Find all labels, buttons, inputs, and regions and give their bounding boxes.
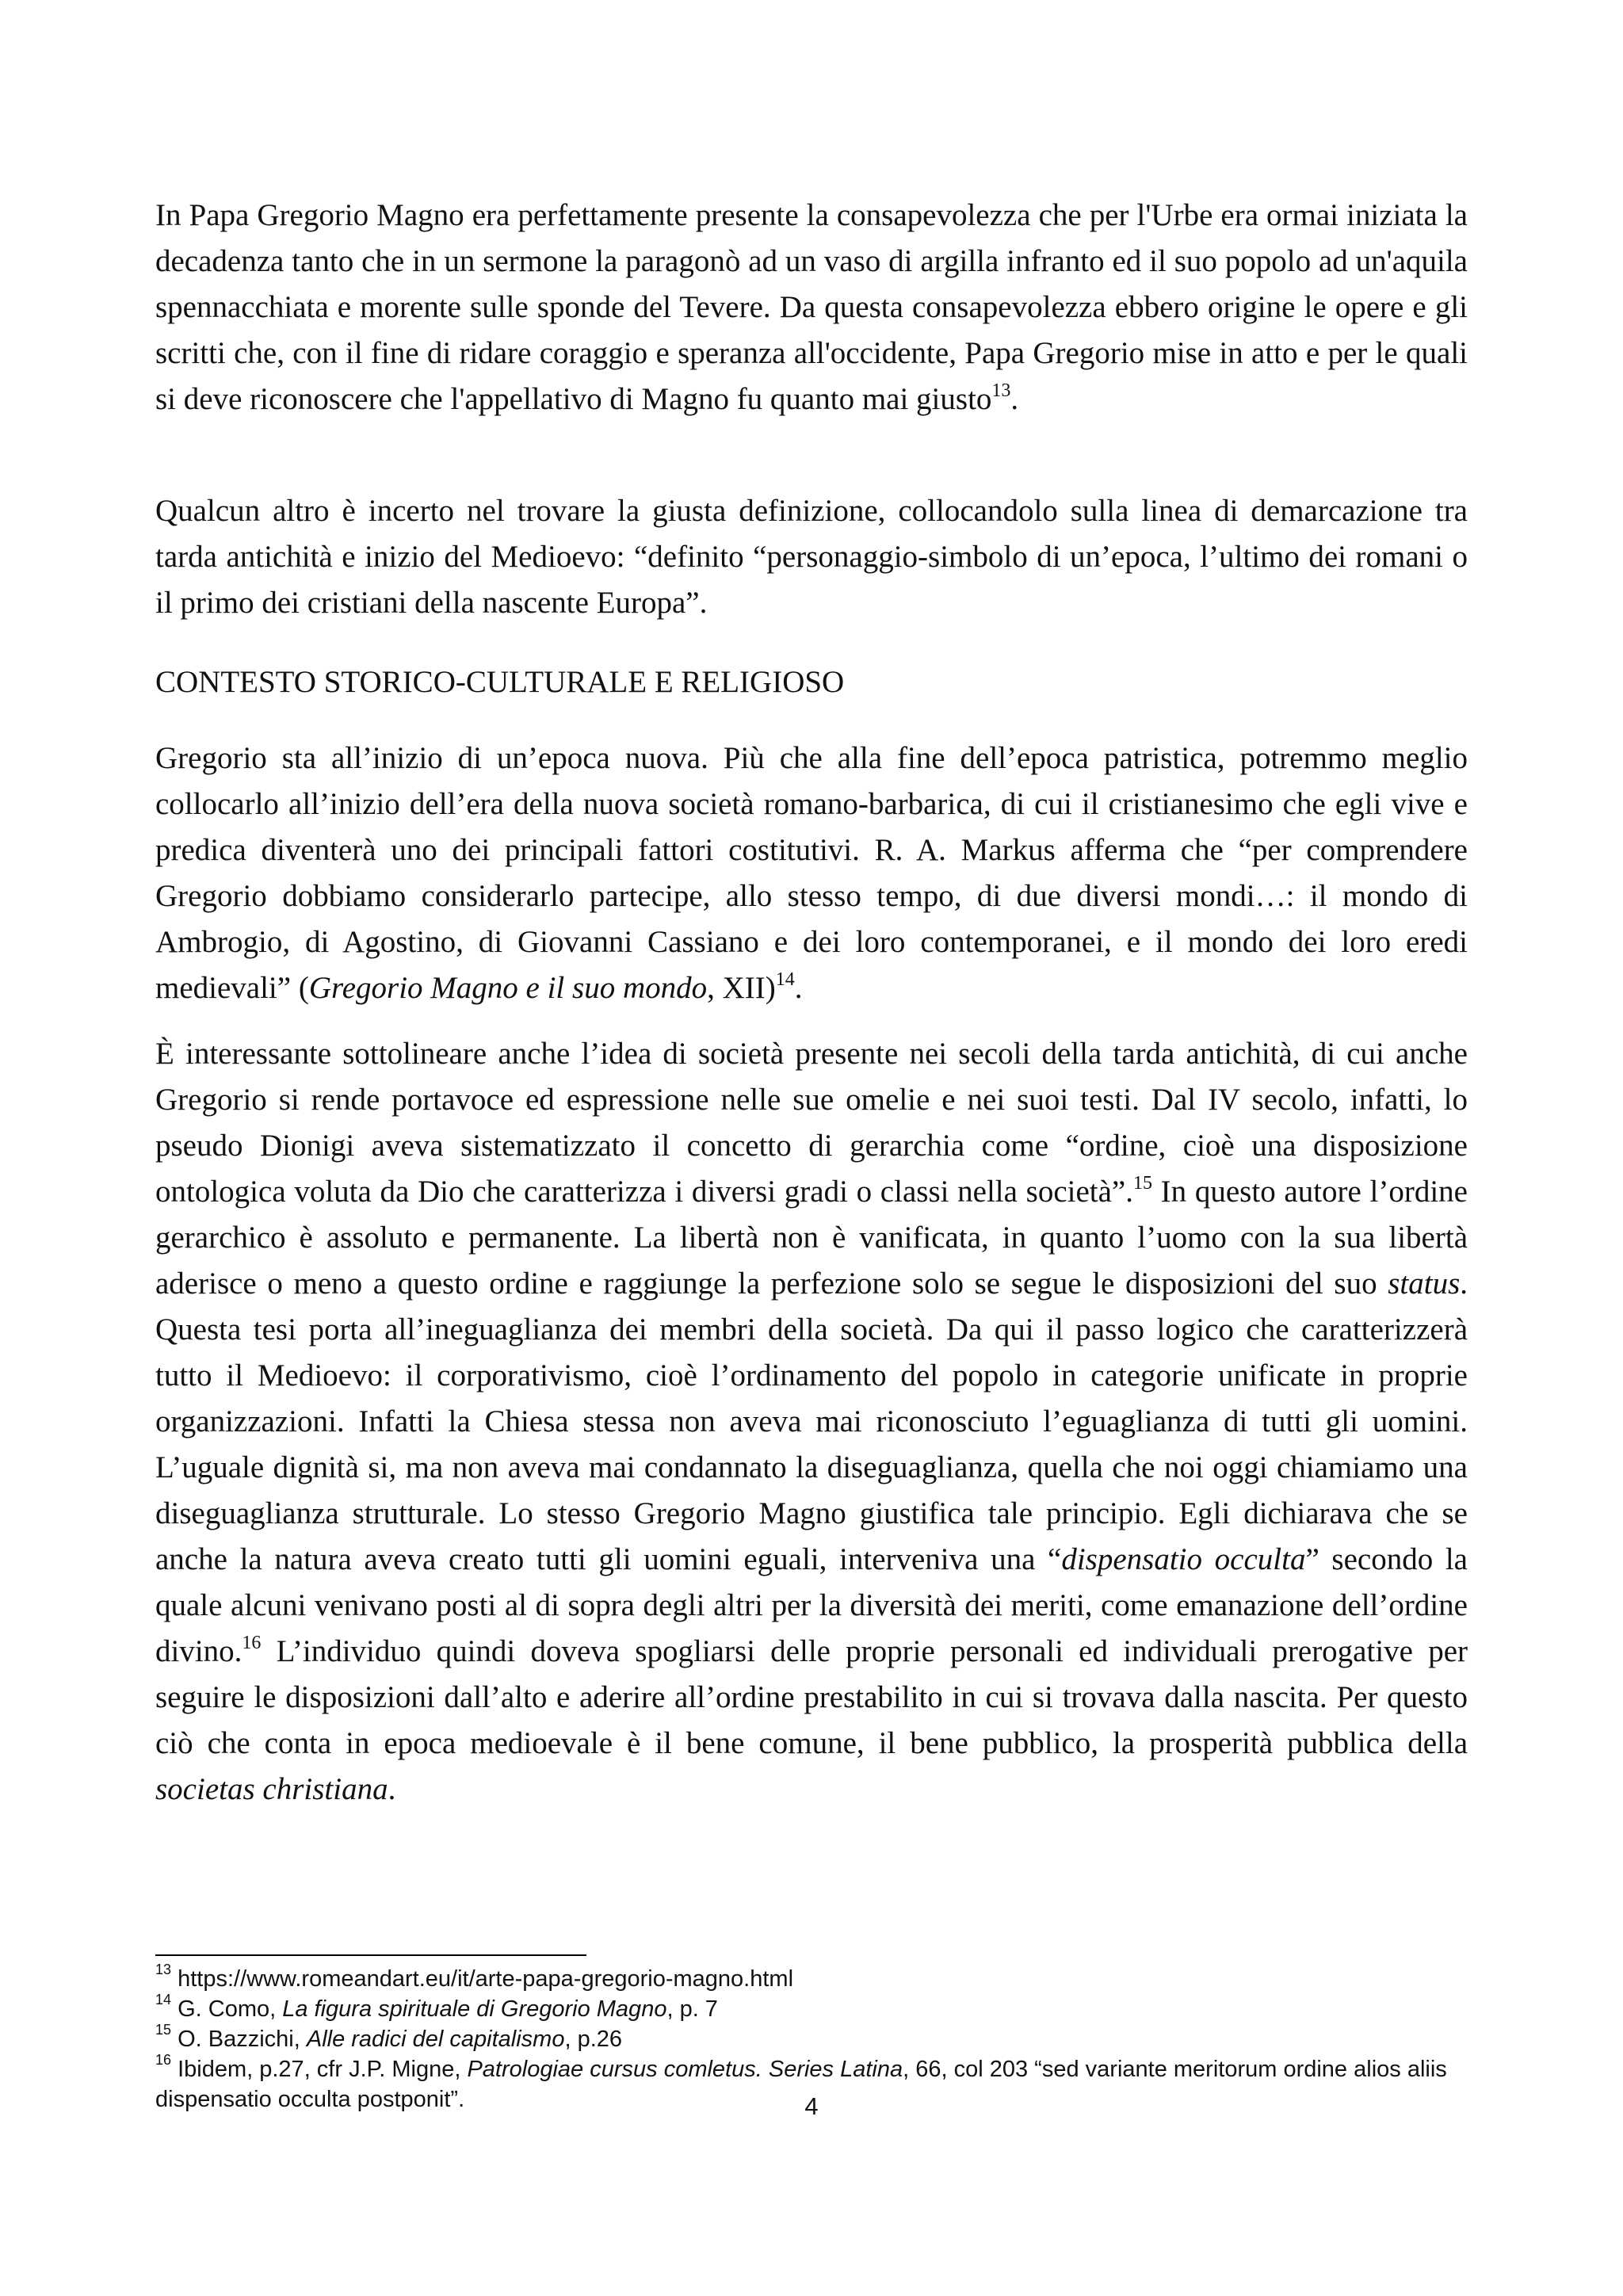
book-title: Gregorio Magno e il suo mondo — [308, 971, 708, 1005]
paragraph-3: Gregorio sta all’inizio di un’epoca nuova. Più che alla fine dell’epoca patristica, potremmo meglio collocarlo all’inizio dell’era della nuova società romano-barbarica, di cui il cristianesimo che egli vive e predica diventerà uno dei principali fattori costitutivi. R. A. Markus afferma che “per comprendere Gregorio dobbiamo considerarlo partecipe, allo stesso tempo, di due diversi mondi…: il mondo di Ambrogio, di Agostino, di Giovanni Cassiano e dei loro contemporanei, e il mondo dei loro eredi medievali” (Gregorio Magno e il suo mondo, XII)$^{14}$. — [155, 741, 1468, 1005]
societas-term: societas christiana — [155, 1772, 388, 1806]
footnote-ref-14[interactable]: 14 — [775, 969, 795, 990]
footnote-13: $^{13}$ https://www.romeandart.eu/it/arte-papa-gregorio-magno.html — [155, 1962, 794, 1992]
footnote-15: $^{15}$ O. Bazzichi, Alle radici del capitalismo, p.26 — [155, 2022, 623, 2052]
paragraph-4: È interessante sottolineare anche l’idea di società presente nei secoli della tarda antichità, di cui anche Gregorio si rende portavoce ed espressione nelle sue omelie e nei suoi testi. Dal IV secolo, infatti, lo pseudo Dionigi aveva sistematizzato il concetto di gerarchia come “ordine, cioè una disposizione ontologica voluta da Dio che caratterizza i diversi gradi o classi nella società”.$^{15}$ In questo autore l’ordine gerarchico è assoluto e permanente. La libertà non è vanificata, in quanto l’uomo con la sua libertà aderisce o meno a questo ordine e raggiunge la perfezione solo se segue le disposizioni del suo status. Questa tesi porta all’ineguaglianza dei membri della società. Da qui il passo logico che caratterizzerà tutto il Medioevo: il corporativismo, cioè l’ordinamento del popolo in categorie unificate in proprie organizzazioni. Infatti la Chiesa stessa non aveva mai riconosciuto l’eguaglianza di tutti gli uomini. L’uguale dignità si, ma non aveva mai condannato la diseguaglianza, quella che noi oggi chiamiamo una diseguaglianza strutturale. Lo stesso Gregorio Magno giustifica tale principio. Egli dichiarava che se anche la natura aveva creato tutti gli uomini eguali, interveniva una “dispensatio occulta” secondo la quale alcuni venivano posti al di sopra degli altri per la diversità dei meriti, come emanazione dell’ordine divino.$^{16}$ L’individuo quindi doveva spogliarsi delle proprie personali ed individuali prerogative per seguire le disposizioni dall’alto e aderire all’ordine prestabilito in cui si trovava dalla nascita. Per questo ciò che conta in epoca medioevale è il bene comune, il bene pubblico, la prosperità pubblica della societas christiana. — [155, 1037, 1468, 1806]
section-heading: CONTESTO STORICO-CULTURALE E RELIGIOSO — [155, 665, 845, 699]
body-text — [155, 193, 1468, 422]
paragraph-1: In Papa Gregorio Magno era perfettamente presente la consapevolezza che per l'Urbe era ormai iniziata la decadenza tanto che in un sermone la paragonò ad un vaso di argilla infranto ed il suo popolo ad un'aquila spennacchiata e morente sulle sponde del Tevere. Da questa consapevolezza ebbero origine le opere e gli scritti che, con il fine di ridare coraggio e speranza all'occidente, Papa Gregorio mise in atto e per le quali si deve riconoscere che l'appellativo di Magno fu quanto mai giusto$^{13}$. — [155, 198, 1468, 416]
footnote-ref-16[interactable]: 16 — [242, 1633, 262, 1653]
footnote-16: $^{16}$ Ibidem, p.27, cfr J.P. Migne, Patrologiae cursus comletus. Series Latina, 66, col 203 “sed variante meritorum ordine alios aliis dispensatio occulta postponit”. — [155, 2052, 1447, 2112]
footnote-ref-15[interactable]: 15 — [1132, 1173, 1152, 1194]
footnote-link[interactable]: https://www.romeandart.eu/it/arte-papa-gregorio-magno.html — [171, 1966, 794, 1992]
footnote-ref-13[interactable]: 13 — [991, 380, 1011, 401]
paragraph-2: Qualcun altro è incerto nel trovare la giusta definizione, collocandolo sulla linea di demarcazione tra tarda antichità e inizio del Medioevo: “definito “personaggio-simbolo di un’epoca, l’ultimo dei romani o il primo dei cristiani della nascente Europa”. — [155, 494, 1468, 620]
page-number: 4 — [804, 2092, 819, 2120]
footnote-separator — [155, 1954, 586, 1956]
dispensatio-term: dispensatio occulta — [1061, 1542, 1306, 1576]
status-term: status — [1388, 1266, 1461, 1301]
footnote-14: $^{14}$ G. Como, La figura spirituale di Gregorio Magno, p. 7 — [155, 1992, 718, 2022]
